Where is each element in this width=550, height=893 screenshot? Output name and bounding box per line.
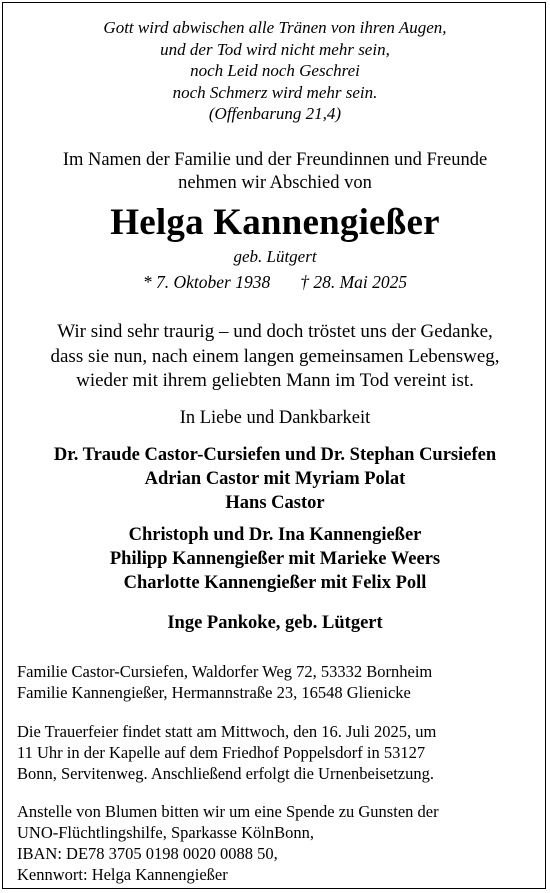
funeral-line: Die Trauerfeier findet statt am Mittwoch, den 16. Juli 2025, um [17, 722, 437, 741]
condolence-message [0, 320, 550, 394]
verse-reference: (Offenbarung 21,4) [208, 104, 342, 123]
verse-line: Gott wird abwischen alle Tränen von ihren Augen, [103, 18, 447, 37]
message-line: Wir sind sehr traurig – und doch tröstet uns der Gedanke, [57, 321, 493, 342]
mourner-line: Adrian Castor mit Myriam Polat [144, 469, 406, 489]
mourner-line: Hans Castor [225, 493, 325, 513]
intro-text [0, 149, 550, 195]
closing-phrase: In Liebe und Dankbarkeit [179, 408, 371, 428]
deceased-name: Helga Kannengießer [110, 202, 440, 243]
address-line: Familie Castor-Cursiefen, Waldorfer Weg 72, 53332 Bornheim [17, 662, 433, 681]
mourners-group-3 [0, 611, 550, 635]
donation-request [17, 801, 538, 885]
life-dates [0, 271, 550, 293]
donation-line: Anstelle von Blumen bitten wir um eine Spende zu Gunsten der [17, 802, 439, 821]
intro-line: nehmen wir Abschied von [178, 173, 372, 193]
donation-keyword: Kennwort: Helga Kannengießer [17, 865, 228, 884]
donation-line: UNO-Flüchtlingshilfe, Sparkasse KölnBonn, [17, 823, 314, 842]
message-line: dass sie nun, nach einem langen gemeinsamen Lebensweg, [50, 345, 500, 367]
death-date: † 28. Mai 2025 [300, 272, 408, 292]
mourner-line: Dr. Traude Castor-Cursiefen und Dr. Stephan Cursiefen [53, 445, 497, 465]
birth-name: geb. Lütgert [233, 247, 317, 266]
intro-line: Im Namen der Familie und der Freundinnen und Freunde [62, 150, 488, 170]
birth-date: * 7. Oktober 1938 [142, 272, 271, 292]
mourner-line: Philipp Kannengießer mit Marieke Weers [109, 549, 441, 569]
donation-iban: IBAN: DE78 3705 0198 0020 0088 50, [17, 844, 278, 863]
mourners-group-1 [0, 443, 550, 515]
mourner-line: Charlotte Kannengießer mit Felix Poll [123, 573, 427, 593]
funeral-line: Bonn, Servitenweg. Anschließend erfolgt die Urnenbeisetzung. [17, 764, 434, 783]
funeral-line: 11 Uhr in der Kapelle auf dem Friedhof Poppelsdorf in 53127 [17, 743, 426, 762]
mourner-line: Inge Pankoke, geb. Lütgert [167, 613, 383, 633]
verse-line: noch Schmerz wird mehr sein. [172, 82, 378, 102]
verse-line: und der Tod wird nicht mehr sein, [160, 39, 390, 59]
mourners-group-2 [0, 523, 550, 595]
funeral-details [17, 721, 538, 784]
family-addresses [17, 661, 538, 703]
bible-verse [0, 17, 550, 125]
verse-line: noch Leid noch Geschrei [190, 61, 360, 80]
message-line: wieder mit ihrem geliebten Mann im Tod vereint ist. [76, 370, 474, 391]
address-line: Familie Kannengießer, Hermannstraße 23, 16548 Glienicke [17, 683, 411, 702]
mourner-line: Christoph und Dr. Ina Kannengießer [128, 525, 422, 545]
